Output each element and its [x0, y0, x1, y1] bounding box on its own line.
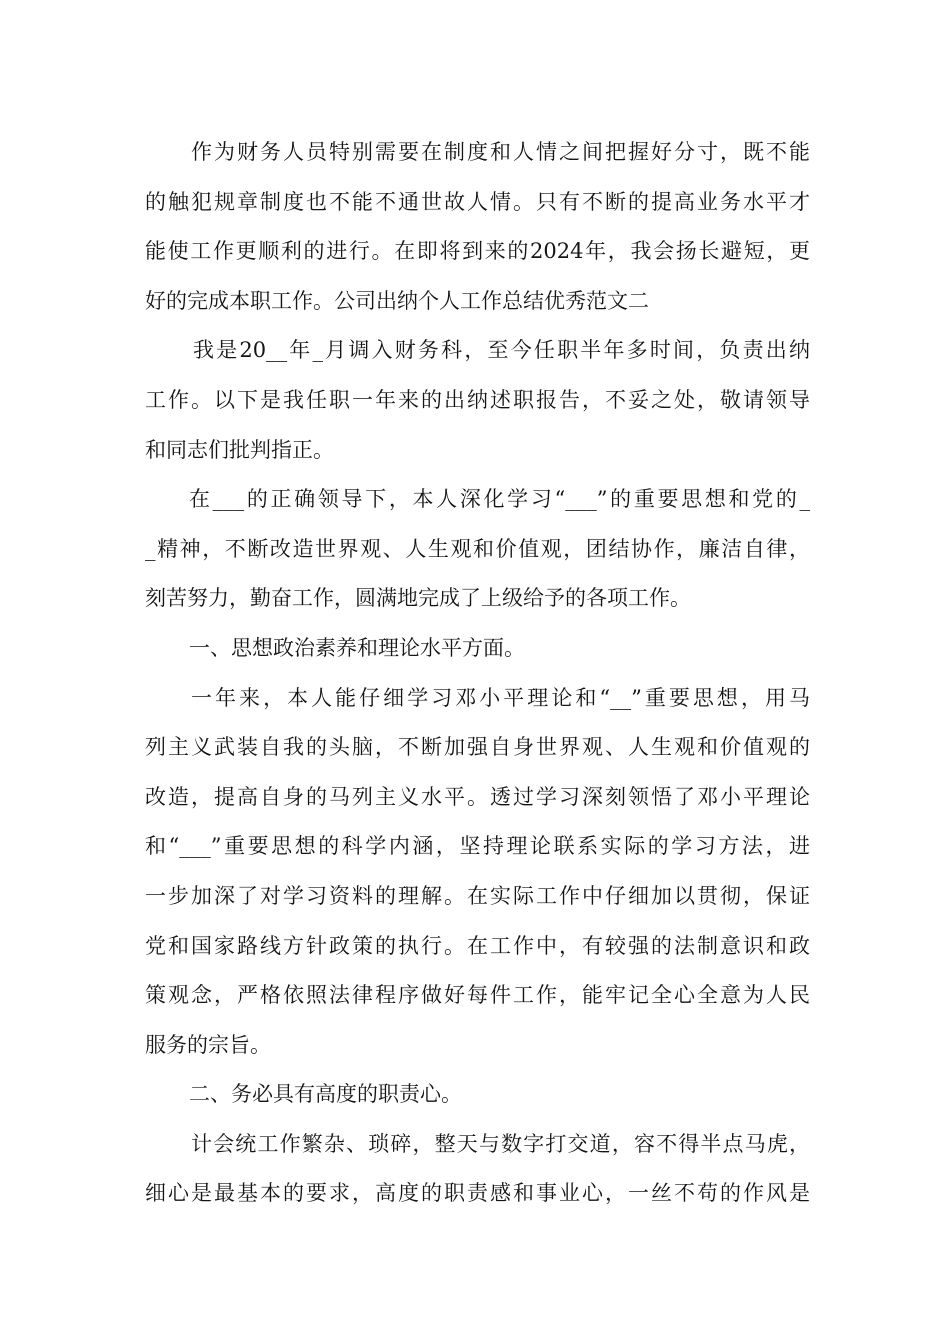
paragraph-line: 工作。以下是我任职一年来的出纳述职报告，不妥之处，敬请领导: [145, 387, 810, 412]
paragraph-line: 服务的宗旨。: [145, 1032, 271, 1057]
paragraph-line: 细心是最基本的要求，高度的职责感和事业心，一丝不苟的作风是: [145, 1181, 810, 1206]
paragraph-line: 列主义武装自我的头脑，不断加强自身世界观、人生观和价值观的: [145, 735, 810, 760]
document-body: [145, 128, 810, 1219]
paragraph-line: 计会统工作繁杂、琐碎，整天与数字打交道，容不得半点马虎，: [191, 1131, 810, 1156]
paragraph-line: 和同志们批判指正。: [145, 437, 334, 462]
paragraph-line: 改造，提高自身的马列主义水平。透过学习深刻领悟了邓小平理论: [145, 784, 810, 809]
paragraph-line: 能使工作更顺利的进行。在即将到来的2024年，我会扬长避短，更: [145, 239, 810, 264]
paragraph-line: 一年来，本人能仔细学习邓小平理论和“__”重要思想，用马: [191, 685, 810, 710]
paragraph-line: 好的完成本职工作。公司出纳个人工作总结优秀范文二: [145, 288, 649, 313]
paragraph-line: 党和国家路线方针政策的执行。在工作中，有较强的法制意识和政: [145, 933, 810, 958]
paragraph-line: 刻苦努力，勤奋工作，圆满地完成了上级给予的各项工作。: [145, 586, 691, 611]
paragraph-line: 我是20__年_月调入财务科，至今任职半年多时间，负责出纳: [193, 338, 810, 363]
section-heading: 二、务必具有高度的职责心。: [189, 1082, 462, 1107]
section-heading: 一、思想政治素养和理论水平方面。: [189, 635, 525, 660]
paragraph-line: 策观念，严格依照法律程序做好每件工作，能牢记全心全意为人民: [145, 983, 810, 1008]
paragraph-line: 一步加深了对学习资料的理解。在实际工作中仔细加以贯彻，保证: [145, 883, 810, 908]
paragraph-line: 和“___”重要思想的科学内涵，坚持理论联系实际的学习方法，进: [145, 834, 810, 859]
paragraph-line: _精神，不断改造世界观、人生观和价值观，团结协作，廉洁自律，: [145, 536, 810, 561]
paragraph-line: 在___的正确领导下，本人深化学习“___”的重要思想和党的_: [189, 487, 810, 512]
paragraph-line: 的触犯规章制度也不能不通世故人情。只有不断的提高业务水平才: [145, 189, 810, 214]
paragraph-line: 作为财务人员特别需要在制度和人情之间把握好分寸，既不能: [191, 140, 810, 164]
